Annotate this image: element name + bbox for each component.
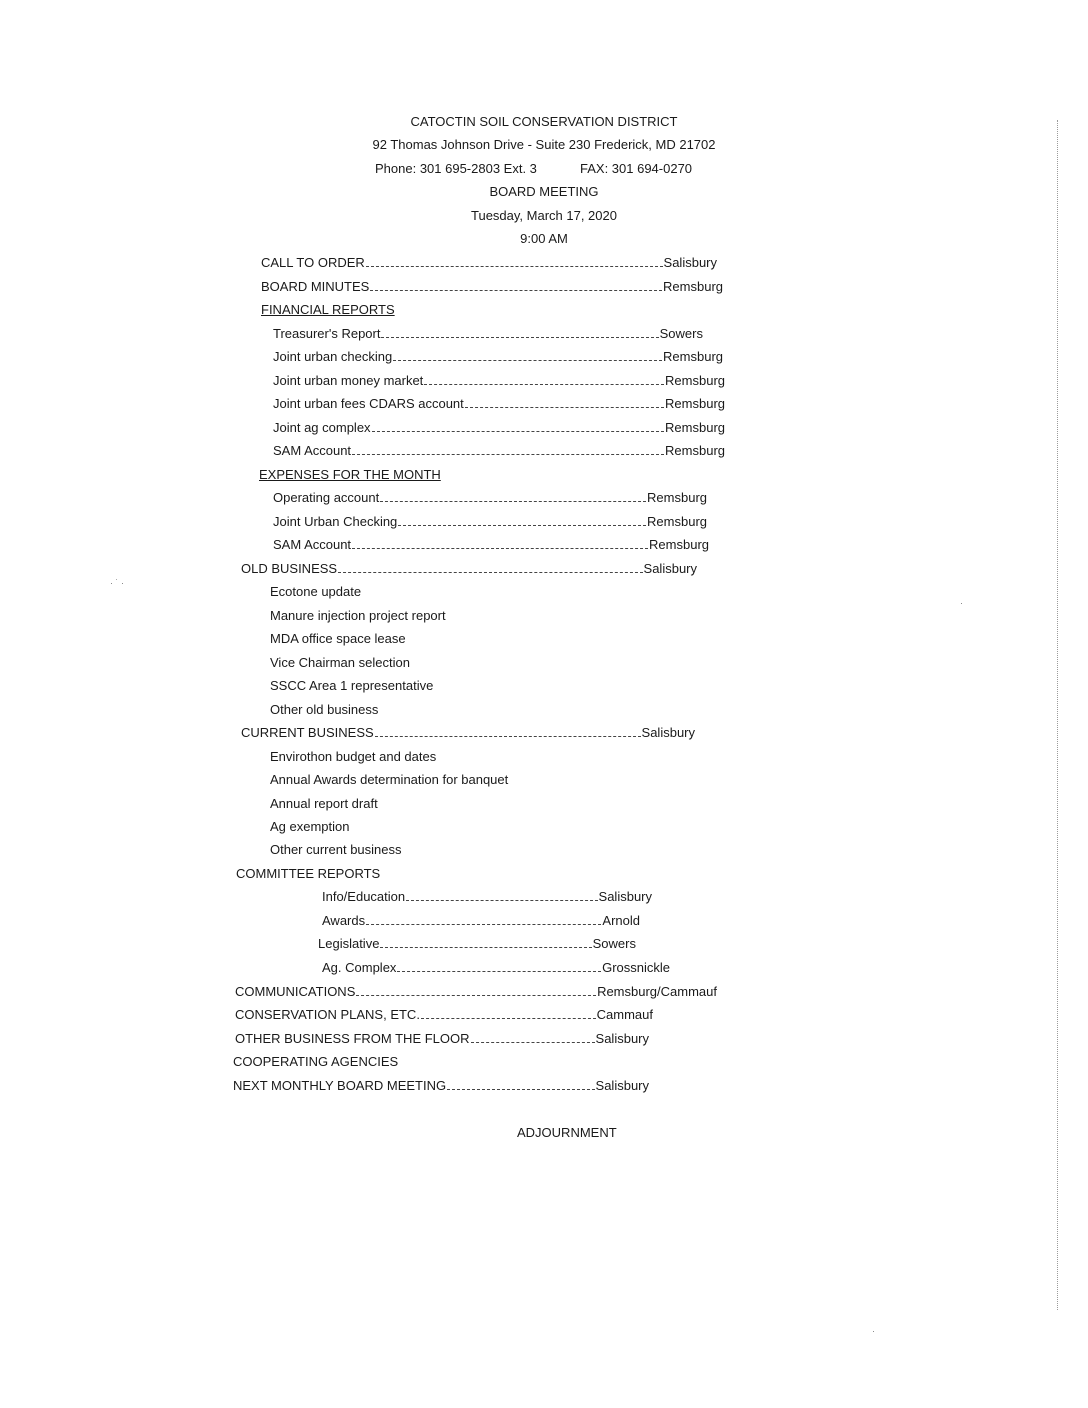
financial-item — [273, 349, 723, 364]
expense-item — [273, 490, 707, 505]
row-label: Awards — [322, 913, 366, 928]
board-minutes-row — [261, 279, 723, 294]
leader-dashes — [421, 1018, 596, 1019]
meeting-title: BOARD MEETING — [489, 184, 599, 199]
meeting-time: 9:00 AM — [520, 231, 568, 246]
meeting-date: Tuesday, March 17, 2020 — [471, 208, 617, 223]
current-business-item: Envirothon budget and dates — [270, 749, 437, 764]
row-label: Joint ag complex — [273, 420, 371, 435]
old-business-item: Manure injection project report — [270, 608, 446, 623]
financial-item — [273, 443, 725, 458]
committee-item — [318, 936, 636, 951]
row-presenter: Salisbury — [663, 255, 717, 270]
row-presenter: Arnold — [602, 913, 640, 928]
row-label: CONSERVATION PLANS, ETC. — [235, 1007, 420, 1022]
row-presenter: Sowers — [659, 326, 703, 341]
leader-dashes — [356, 995, 596, 996]
row-presenter: Remsburg — [665, 420, 725, 435]
phone-number: Phone: 301 695-2803 Ext. 3 — [375, 161, 537, 176]
row-presenter: Salisbury — [641, 725, 695, 740]
conservation-plans-row — [235, 1007, 653, 1022]
row-label: OTHER BUSINESS FROM THE FLOOR — [235, 1031, 470, 1046]
row-presenter: Salisbury — [598, 889, 652, 904]
current-business-item: Annual report draft — [270, 796, 378, 811]
old-business-item: Ecotone update — [270, 584, 362, 599]
leader-dashes — [352, 454, 664, 455]
leader-dashes — [370, 290, 662, 291]
row-label: Operating account — [273, 490, 380, 505]
scan-speck: · ˙ · — [110, 578, 124, 588]
row-presenter: Salisbury — [643, 561, 697, 576]
row-label: SAM Account — [273, 443, 352, 458]
old-business-item: SSCC Area 1 representative — [270, 678, 434, 693]
row-presenter: Remsburg — [665, 373, 725, 388]
communications-row — [235, 984, 717, 999]
row-presenter: Remsburg — [665, 396, 725, 411]
row-presenter: Remsburg/Cammauf — [597, 984, 717, 999]
old-business-item: Other old business — [270, 702, 379, 717]
row-presenter: Grossnickle — [602, 960, 670, 975]
row-presenter: Remsburg — [665, 443, 725, 458]
row-presenter: Remsburg — [663, 349, 723, 364]
leader-dashes — [366, 266, 663, 267]
row-label: Joint urban checking — [273, 349, 393, 364]
current-business-item: Ag exemption — [270, 819, 350, 834]
org-name: CATOCTIN SOIL CONSERVATION DISTRICT — [410, 114, 678, 129]
leader-dashes — [406, 900, 597, 901]
row-label: Joint urban fees CDARS account — [273, 396, 464, 411]
old-business-row — [241, 561, 697, 576]
leader-dashes — [398, 525, 646, 526]
call-to-order-row — [261, 255, 717, 270]
leader-dashes — [465, 407, 664, 408]
expense-item — [273, 514, 707, 529]
row-label: SAM Account — [273, 537, 352, 552]
financial-item — [273, 373, 725, 388]
row-presenter: Remsburg — [647, 514, 707, 529]
row-label: CALL TO ORDER — [261, 255, 365, 270]
financial-reports-heading: FINANCIAL REPORTS — [261, 302, 395, 317]
leader-dashes — [338, 572, 642, 573]
current-business-item: Other current business — [270, 842, 402, 857]
expenses-heading: EXPENSES FOR THE MONTH — [259, 467, 441, 482]
row-label: CURRENT BUSINESS — [241, 725, 374, 740]
row-presenter: Remsburg — [647, 490, 707, 505]
scan-speck: · — [960, 598, 963, 608]
leader-dashes — [375, 736, 641, 737]
leader-dashes — [381, 337, 658, 338]
next-meeting-row — [233, 1078, 649, 1093]
leader-dashes — [380, 947, 591, 948]
leader-dashes — [447, 1089, 594, 1090]
row-label: Legislative — [318, 936, 380, 951]
org-address: 92 Thomas Johnson Drive - Suite 230 Frederick, MD 21702 — [372, 137, 716, 152]
row-label: Joint urban money market — [273, 373, 424, 388]
financial-item — [273, 326, 703, 341]
old-business-item: Vice Chairman selection — [270, 655, 410, 670]
row-presenter: Salisbury — [595, 1078, 649, 1093]
committee-reports-heading: COMMITTEE REPORTS — [236, 866, 381, 881]
leader-dashes — [372, 431, 664, 432]
row-presenter: Remsburg — [663, 279, 723, 294]
row-presenter: Salisbury — [595, 1031, 649, 1046]
committee-item — [322, 889, 652, 904]
adjournment: ADJOURNMENT — [517, 1125, 617, 1140]
leader-dashes — [380, 501, 646, 502]
scan-speck: · — [872, 1326, 875, 1336]
row-label: Treasurer's Report — [273, 326, 381, 341]
current-business-item: Annual Awards determination for banquet — [270, 772, 509, 787]
leader-dashes — [397, 971, 601, 972]
financial-item — [273, 396, 725, 411]
leader-dashes — [393, 360, 662, 361]
row-label: COMMUNICATIONS — [235, 984, 356, 999]
fax-number: FAX: 301 694-0270 — [580, 161, 693, 176]
financial-item — [273, 420, 725, 435]
row-label: Ag. Complex — [322, 960, 397, 975]
leader-dashes — [352, 548, 648, 549]
leader-dashes — [366, 924, 601, 925]
other-business-row — [235, 1031, 649, 1046]
row-label: Joint Urban Checking — [273, 514, 398, 529]
leader-dashes — [424, 384, 664, 385]
committee-item — [322, 960, 670, 975]
row-presenter: Sowers — [592, 936, 636, 951]
committee-item — [322, 913, 640, 928]
row-presenter: Cammauf — [596, 1007, 653, 1022]
row-label: NEXT MONTHLY BOARD MEETING — [233, 1078, 447, 1093]
current-business-row — [241, 725, 695, 740]
cooperating-agencies: COOPERATING AGENCIES — [233, 1054, 399, 1069]
old-business-item: MDA office space lease — [270, 631, 406, 646]
expense-item — [273, 537, 709, 552]
row-presenter: Remsburg — [649, 537, 709, 552]
row-label: OLD BUSINESS — [241, 561, 338, 576]
leader-dashes — [471, 1042, 595, 1043]
row-label: Info/Education — [322, 889, 406, 904]
scan-edge-line — [1057, 120, 1058, 1310]
row-label: BOARD MINUTES — [261, 279, 370, 294]
